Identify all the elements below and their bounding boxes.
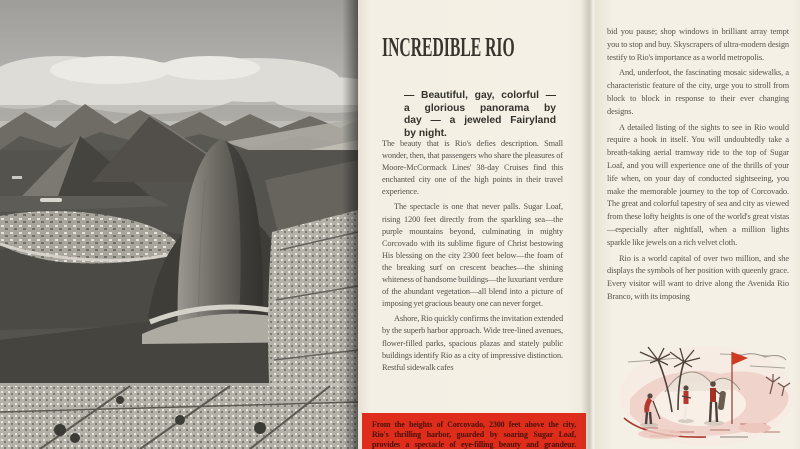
- body-paragraph: bid you pause; shop windows in brilliant array tempt you to stop and buy. Skyscrapers of ultra-modern design testify to Rio's importance as a world metropolis.: [607, 27, 789, 62]
- subtitle-line: a glorious panorama by: [404, 102, 556, 114]
- body-paragraph: And, underfoot, the fascinating mosaic sidewalks, a characteristic feature of the city, urge you to stroll from block to block in response to their ever changing designs.: [607, 68, 789, 116]
- center-page: [358, 0, 595, 449]
- banner-line: From the heights of Corcovado, 2300 feet above the city,: [372, 420, 576, 429]
- body-paragraph: Rio is a world capital of over two million, and she displays the symbols of her position with queenly grace. Every visitor will want to drive along the Avenida Rio Branco, with its imposing: [607, 253, 789, 301]
- body-paragraph: The spectacle is one that never palls. Sugar Loaf, rising 1200 feet directly from the sparkling sea—the purple mountains beyond, culminating in mighty Corcovado with its sublime figure of Christ bestowing His blessing on the city 2300 feet below—the foam of the breaking surf on crescent beaches—the shining whiteness of handsome buildings—the luxuriant verdure of the abundant vegetation—all blend into a picture of imposing yet gracious beauty one can never forget.: [382, 202, 563, 309]
- rio-aerial-photo-graphic: [0, 0, 358, 449]
- golf-illustration-graphic: [620, 344, 795, 446]
- right-body-text: [607, 26, 789, 307]
- rio-aerial-photo: [0, 0, 358, 449]
- body-paragraph: Ashore, Rio quickly confirms the invitation extended by the superb harbor approach. Wide tree-lined avenues, flower-filled parks, spacious plazas and stately public buildings identify Rio as a city of impressive distinction. Restful sidewalk cafes: [382, 314, 563, 372]
- subtitle: [404, 90, 556, 140]
- subtitle-line: — Beautiful, gay, colorful —: [404, 90, 556, 101]
- center-body-text: [382, 138, 563, 377]
- page-title: INCREDIBLE RIO: [382, 32, 515, 62]
- subtitle-line: day — a jeweled Fairyland: [404, 115, 556, 127]
- subtitle-line: by night.: [404, 127, 447, 139]
- body-paragraph: The beauty that is Rio's defies description. Small wonder, then, that passengers who share the pleasures of Moore-McCormack Lines' 38-day Cruises find this enchanted city one of the high points in their travel experience.: [382, 139, 563, 197]
- right-page: [595, 0, 800, 449]
- banner-line: Rio's thrilling harbor, guarded by soaring Sugar Loaf,: [372, 430, 576, 440]
- banner-line: provides a spectacle of eye-filling beauty and grandeur.: [372, 440, 576, 449]
- golf-illustration: [620, 344, 795, 446]
- red-caption-banner: [362, 413, 586, 449]
- body-paragraph: A detailed listing of the sights to see in Rio would require a book in itself. You will undoubtedly take a breath-taking aerial tramway ride to the top of Sugar Loaf, and you will experience one of the thrills of your life when, on your day of conducted sightseeing, you make the memorable journey to the top of Corcovado. The great and colorful tapestry of sea and city as viewed from these lofty heights is one of the world's great vistas—especially after nightfall, when a million lights sparkle like jewels on a rich velvet cloth.: [607, 122, 789, 247]
